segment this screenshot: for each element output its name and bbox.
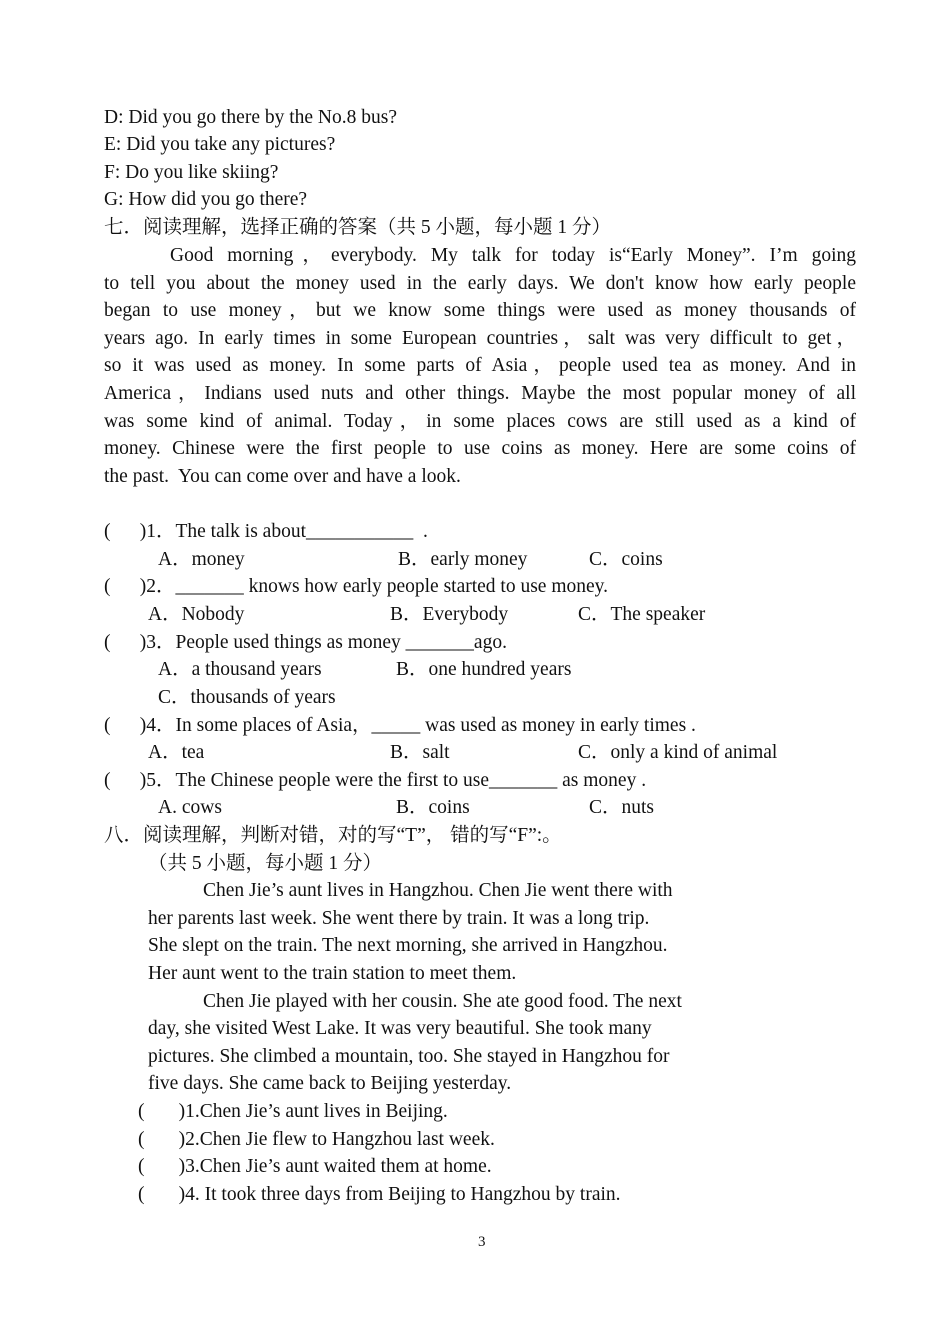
q4-option-c: C．only a kind of animal bbox=[578, 742, 778, 763]
question-1: ( )1．The talk is about___________ . bbox=[104, 521, 428, 542]
section7-heading: 七．阅读理解，选择正确的答案（共 5 小题，每小题 1 分） bbox=[104, 217, 612, 238]
q5-option-c: C．nuts bbox=[589, 797, 655, 818]
section8-subheading: （共 5 小题，每小题 1 分） bbox=[148, 853, 383, 874]
option-e: E: Did you take any pictures? bbox=[104, 134, 336, 155]
story-line: She slept on the train. The next morning, she arrived in Hangzhou. bbox=[148, 935, 668, 956]
statement-1: ( )1.Chen Jie’s aunt lives in Beijing. bbox=[138, 1101, 448, 1122]
q3-option-a: A．a thousand years bbox=[158, 659, 322, 680]
statement-4: ( )4. It took three days from Beijing to Hangzhou by train. bbox=[138, 1184, 621, 1205]
q1-option-c: C．coins bbox=[589, 549, 663, 570]
story-line: Chen Jie played with her cousin. She ate good food. The next bbox=[203, 991, 682, 1012]
statement-2: ( )2.Chen Jie flew to Hangzhou last week. bbox=[138, 1129, 495, 1150]
story-line: pictures. She climbed a mountain, too. She stayed in Hangzhou for bbox=[148, 1046, 670, 1067]
q2-option-a: A．Nobody bbox=[148, 604, 245, 625]
section8-heading: 八．阅读理解，判断对错，对的写“T”， 错的写“F”:。 bbox=[104, 825, 562, 846]
q4-option-a: A．tea bbox=[148, 742, 205, 763]
option-d: D: Did you go there by the No.8 bus? bbox=[104, 107, 397, 128]
statement-3: ( )3.Chen Jie’s aunt waited them at home. bbox=[138, 1156, 492, 1177]
story-line: Chen Jie’s aunt lives in Hangzhou. Chen Jie went there with bbox=[203, 880, 673, 901]
passage-line: began to use money，but we know some things were used as money thousands of bbox=[104, 300, 856, 321]
option-f: F: Do you like skiing? bbox=[104, 162, 279, 183]
passage-line: Good morning，everybody. My talk for today is“Early Money”. I’m going bbox=[170, 245, 856, 266]
story-line: five days. She came back to Beijing yesterday. bbox=[148, 1073, 512, 1094]
q5-option-a: A. cows bbox=[158, 797, 222, 818]
question-2: ( )2．_______ knows how early people started to use money. bbox=[104, 576, 609, 597]
question-5: ( )5．The Chinese people were the first to use_______ as money . bbox=[104, 770, 647, 791]
q2-option-c: C．The speaker bbox=[578, 604, 706, 625]
option-g: G: How did you go there? bbox=[104, 189, 308, 210]
passage-line: to tell you about the money used in the early days. We don't know how early people bbox=[104, 273, 856, 294]
story-line: day, she visited West Lake. It was very beautiful. She took many bbox=[148, 1018, 652, 1039]
q3-option-b: B．one hundred years bbox=[396, 659, 572, 680]
story-line: her parents last week. She went there by train. It was a long trip. bbox=[148, 908, 650, 929]
page-number: 3 bbox=[478, 1234, 486, 1250]
q1-option-b: B．early money bbox=[398, 549, 528, 570]
q1-option-a: A．money bbox=[158, 549, 245, 570]
q3-option-c: C．thousands of years bbox=[158, 687, 336, 708]
passage-line: the past. You can come over and have a look. bbox=[104, 466, 461, 487]
passage-line: was some kind of animal. Today，in some places cows are still used as a kind of bbox=[104, 411, 856, 432]
question-4: ( )4．In some places of Asia，_____ was used as money in early times . bbox=[104, 715, 696, 736]
story-line: Her aunt went to the train station to meet them. bbox=[148, 963, 517, 984]
passage-line: America，Indians used nuts and other things. Maybe the most popular money of all bbox=[104, 383, 856, 404]
passage-line: so it was used as money. In some parts of Asia，people used tea as money. And in bbox=[104, 355, 856, 376]
passage-line: years ago. In early times in some European countries，salt was very difficult to get， bbox=[104, 328, 856, 349]
passage-line: money. Chinese were the first people to use coins as money. Here are some coins of bbox=[104, 438, 856, 459]
q2-option-b: B．Everybody bbox=[390, 604, 509, 625]
q5-option-b: B．coins bbox=[396, 797, 470, 818]
q4-option-b: B．salt bbox=[390, 742, 450, 763]
question-3: ( )3．People used things as money _______ago. bbox=[104, 632, 507, 653]
